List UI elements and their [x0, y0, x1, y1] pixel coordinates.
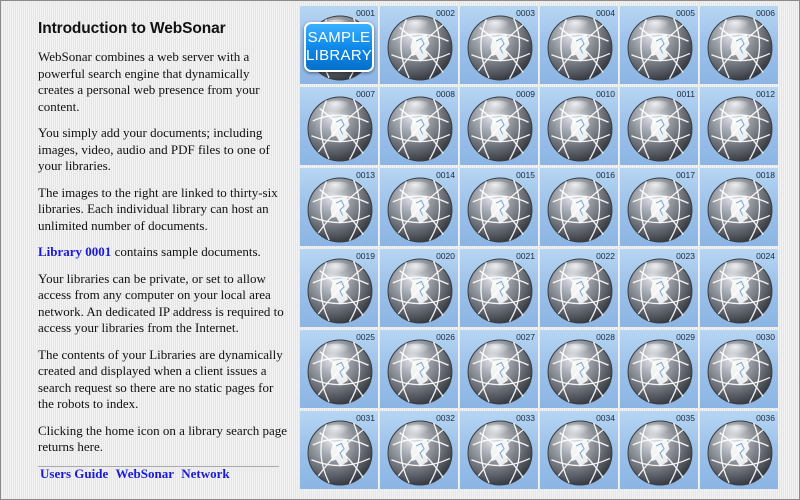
- library-number: 0033: [516, 413, 535, 423]
- library-tile-0005[interactable]: [620, 6, 698, 84]
- library-tile-0031[interactable]: [300, 411, 378, 489]
- library-number: 0016: [596, 170, 615, 180]
- intro-paragraph: You simply add your documents; including images, video, audio and PDF files to one of your libraries.: [38, 125, 270, 173]
- library-number: 0002: [436, 8, 455, 18]
- library-number: 0019: [356, 251, 375, 261]
- library-0001-link[interactable]: Library 0001: [38, 244, 112, 259]
- library-number: 0009: [516, 89, 535, 99]
- globe-sonar-icon: [386, 95, 454, 163]
- library-tile-0012[interactable]: [700, 87, 778, 165]
- badge-line: SAMPLE: [307, 29, 371, 46]
- globe-sonar-icon: [626, 419, 694, 487]
- footer-links: [38, 466, 288, 482]
- globe-sonar-icon: [546, 14, 614, 82]
- globe-sonar-icon: [466, 419, 534, 487]
- globe-sonar-icon: [386, 257, 454, 325]
- globe-sonar-icon: [466, 14, 534, 82]
- library-tile-0025[interactable]: [300, 330, 378, 408]
- globe-sonar-icon: [306, 257, 374, 325]
- library-number: 0020: [436, 251, 455, 261]
- globe-sonar-icon: [546, 419, 614, 487]
- library-number: 0005: [676, 8, 695, 18]
- globe-sonar-icon: [706, 95, 774, 163]
- library-number: 0031: [356, 413, 375, 423]
- globe-sonar-icon: [386, 419, 454, 487]
- library-tile-0016[interactable]: [540, 168, 618, 246]
- library-number: 0032: [436, 413, 455, 423]
- globe-sonar-icon: [466, 338, 534, 406]
- library-number: 0014: [436, 170, 455, 180]
- globe-sonar-icon: [706, 338, 774, 406]
- library-tile-0036[interactable]: [700, 411, 778, 489]
- users-guide-link[interactable]: Users Guide: [40, 465, 109, 481]
- globe-sonar-icon: [626, 257, 694, 325]
- globe-sonar-icon: [466, 176, 534, 244]
- library-number: 0022: [596, 251, 615, 261]
- library-tile-0028[interactable]: [540, 330, 618, 408]
- library-tile-0018[interactable]: [700, 168, 778, 246]
- library-number: 0011: [676, 89, 695, 99]
- globe-sonar-icon: [706, 419, 774, 487]
- library-tile-0032[interactable]: [380, 411, 458, 489]
- library-number: 0004: [596, 8, 615, 18]
- library-tile-0001[interactable]: [300, 6, 378, 84]
- library-number: 0010: [596, 89, 615, 99]
- library-tile-0008[interactable]: [380, 87, 458, 165]
- library-number: 0036: [756, 413, 775, 423]
- sample-library-badge: [304, 22, 374, 72]
- library-tile-0014[interactable]: [380, 168, 458, 246]
- library-tile-0013[interactable]: [300, 168, 378, 246]
- library-tile-0026[interactable]: [380, 330, 458, 408]
- library-tile-0023[interactable]: [620, 249, 698, 327]
- globe-sonar-icon: [306, 95, 374, 163]
- library-number: 0017: [676, 170, 695, 180]
- library-tile-0010[interactable]: [540, 87, 618, 165]
- intro-paragraph: WebSonar combines a web server with a powerful search engine that dynamically creates a personal web presence from your content.: [38, 49, 260, 114]
- library-tile-0003[interactable]: [460, 6, 538, 84]
- globe-sonar-icon: [466, 257, 534, 325]
- library-grid: [300, 6, 800, 496]
- library-number: 0001: [356, 8, 375, 18]
- globe-sonar-icon: [546, 257, 614, 325]
- intro-panel: [38, 20, 288, 482]
- intro-paragraph: The contents of your Libraries are dynamically created and displayed when a client issues a search request so there are no static pages for the robots to index.: [38, 346, 283, 411]
- globe-sonar-icon: [626, 14, 694, 82]
- globe-sonar-icon: [706, 176, 774, 244]
- library-number: 0028: [596, 332, 615, 342]
- library-tile-0034[interactable]: [540, 411, 618, 489]
- globe-sonar-icon: [306, 176, 374, 244]
- globe-sonar-icon: [546, 95, 614, 163]
- globe-sonar-icon: [386, 14, 454, 82]
- library-tile-0006[interactable]: [700, 6, 778, 84]
- intro-paragraph: Clicking the home icon on a library search page returns here.: [38, 422, 288, 454]
- globe-sonar-icon: [306, 338, 374, 406]
- network-link[interactable]: Network: [181, 465, 230, 481]
- library-tile-0019[interactable]: [300, 249, 378, 327]
- library-number: 0015: [516, 170, 535, 180]
- globe-sonar-icon: [626, 95, 694, 163]
- library-number: 0035: [676, 413, 695, 423]
- globe-sonar-icon: [306, 419, 374, 487]
- library-tile-0017[interactable]: [620, 168, 698, 246]
- library-tile-0020[interactable]: [380, 249, 458, 327]
- library-number: 0007: [356, 89, 375, 99]
- sample-library-text: contains sample documents.: [111, 244, 261, 259]
- library-number: 0029: [676, 332, 695, 342]
- library-tile-0022[interactable]: [540, 249, 618, 327]
- globe-sonar-icon: [386, 338, 454, 406]
- globe-sonar-icon: [706, 14, 774, 82]
- library-tile-0021[interactable]: [460, 249, 538, 327]
- globe-sonar-icon: [546, 338, 614, 406]
- library-number: 0027: [516, 332, 535, 342]
- library-number: 0023: [676, 251, 695, 261]
- library-tile-0009[interactable]: [460, 87, 538, 165]
- library-tile-0002[interactable]: [380, 6, 458, 84]
- library-tile-0015[interactable]: [460, 168, 538, 246]
- globe-sonar-icon: [386, 176, 454, 244]
- badge-line: LIBRARY: [305, 47, 373, 64]
- library-number: 0025: [356, 332, 375, 342]
- page-title: Introduction to WebSonar: [38, 20, 226, 37]
- library-tile-0007[interactable]: [300, 87, 378, 165]
- library-number: 0030: [756, 332, 775, 342]
- globe-sonar-icon: [466, 95, 534, 163]
- library-number: 0012: [756, 89, 775, 99]
- library-number: 0003: [516, 8, 535, 18]
- library-tile-0011[interactable]: [620, 87, 698, 165]
- intro-paragraph: Your libraries can be private, or set to allow access from any computer on your local area network. An dedicated IP address is required to access your libraries from the Internet.: [38, 270, 284, 335]
- library-tile-0030[interactable]: [700, 330, 778, 408]
- library-number: 0026: [436, 332, 455, 342]
- library-number: 0034: [596, 413, 615, 423]
- library-tile-0027[interactable]: [460, 330, 538, 408]
- globe-sonar-icon: [546, 176, 614, 244]
- library-number: 0008: [436, 89, 455, 99]
- library-tile-0033[interactable]: [460, 411, 538, 489]
- divider: [38, 466, 279, 467]
- library-tile-0004[interactable]: [540, 6, 618, 84]
- library-number: 0013: [356, 170, 375, 180]
- library-tile-0029[interactable]: [620, 330, 698, 408]
- library-number: 0021: [516, 251, 535, 261]
- library-number: 0018: [756, 170, 775, 180]
- intro-paragraph: The images to the right are linked to thirty-six libraries. Each individual library can host an unlimited number of documents.: [38, 184, 278, 233]
- globe-sonar-icon: [626, 176, 694, 244]
- library-tile-0035[interactable]: [620, 411, 698, 489]
- sample-library-paragraph: [38, 244, 288, 261]
- library-number: 0006: [756, 8, 775, 18]
- websonar-link[interactable]: WebSonar: [115, 465, 175, 481]
- library-number: 0024: [756, 251, 775, 261]
- library-tile-0024[interactable]: [700, 249, 778, 327]
- globe-sonar-icon: [706, 257, 774, 325]
- globe-sonar-icon: [626, 338, 694, 406]
